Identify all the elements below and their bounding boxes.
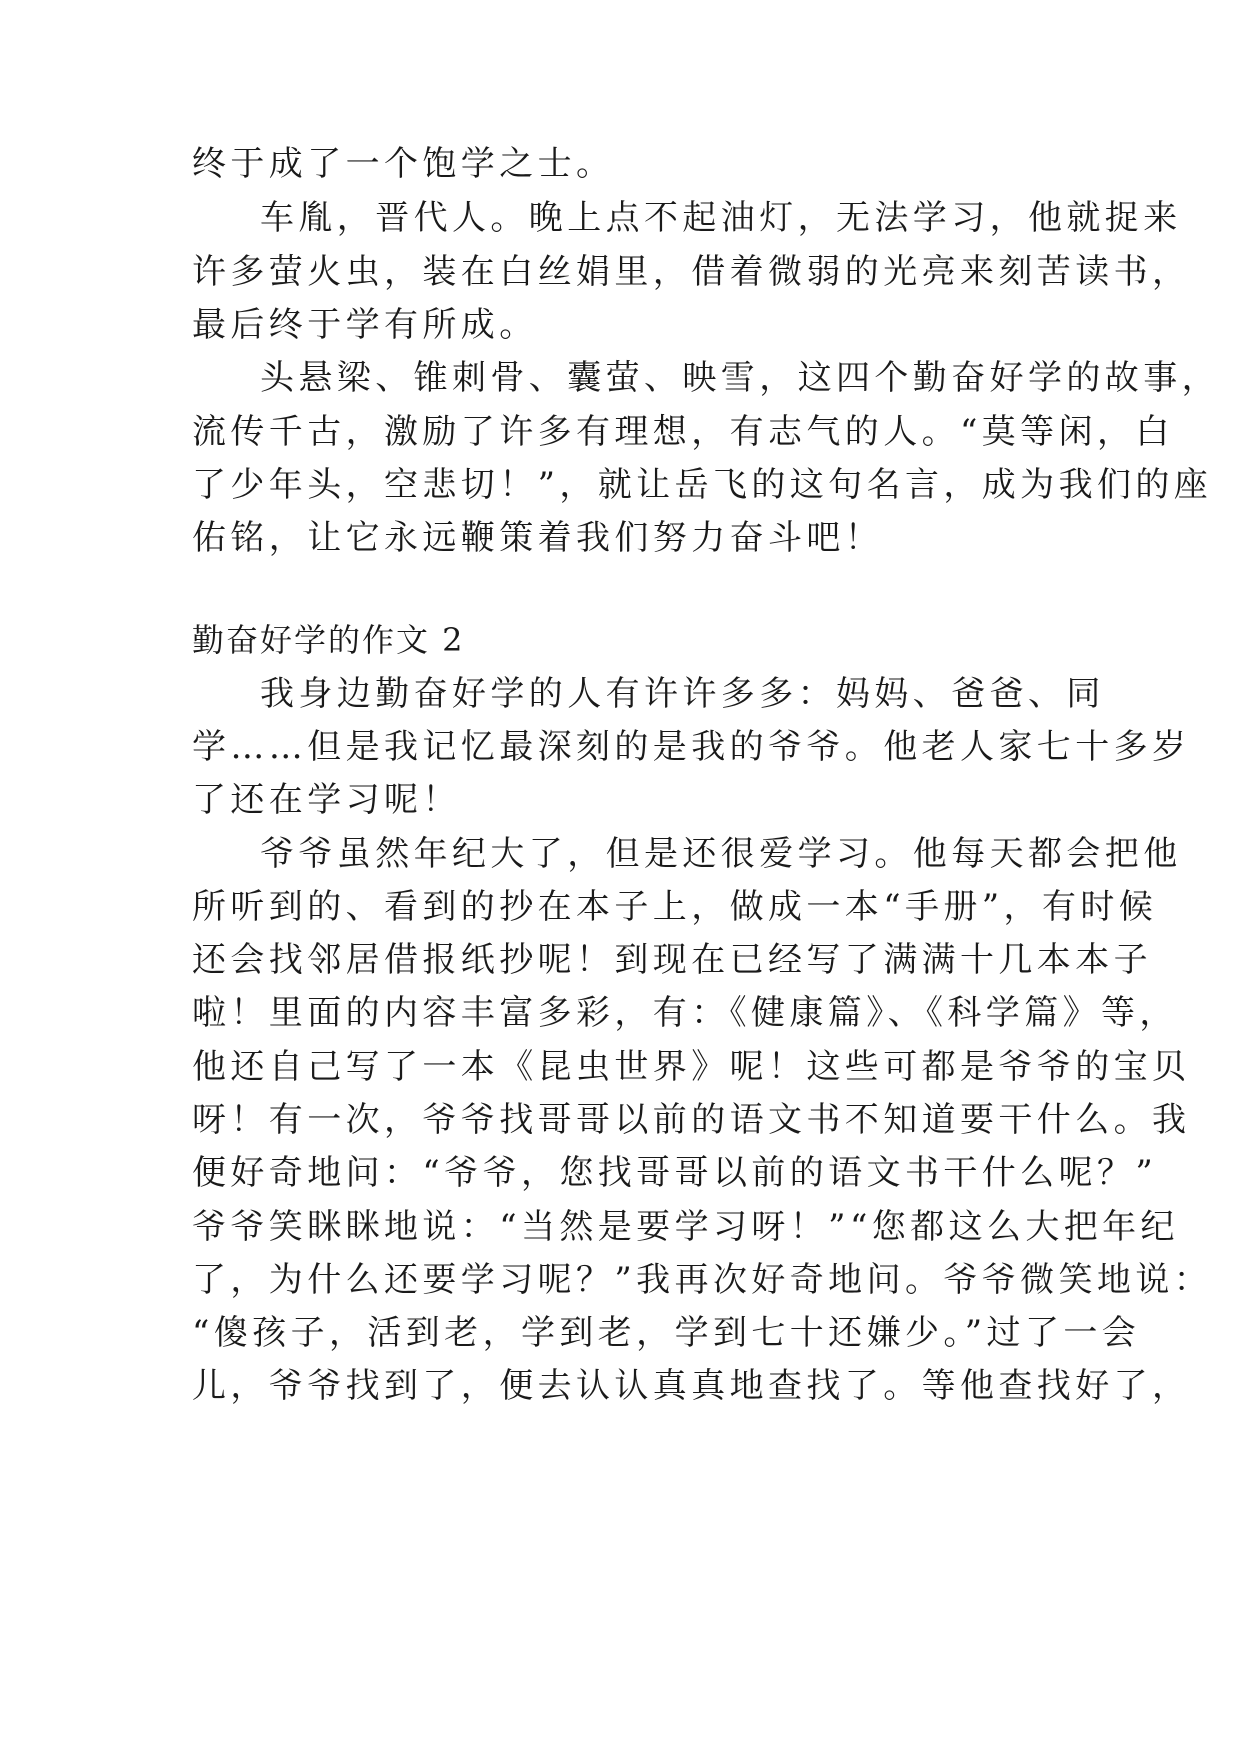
paragraph-line: 儿，爷爷找到了，便去认认真真地查找了。等他查找好了， bbox=[192, 1366, 1191, 1406]
paragraph-line: 他还自己写了一本《昆虫世界》呢！这些可都是爷爷的宝贝 bbox=[192, 1047, 1191, 1087]
paragraph-line: 啦！里面的内容丰富多彩，有：《健康篇》、《科学篇》等， bbox=[192, 993, 1178, 1033]
paragraph-line: 终于成了一个饱学之士。 bbox=[192, 144, 615, 184]
paragraph-line: 许多萤火虫，装在白丝娟里，借着微弱的光亮来刻苦读书， bbox=[192, 252, 1191, 292]
section-heading: 勤奋好学的作文 2 bbox=[192, 621, 465, 659]
paragraph-line: 我身边勤奋好学的人有许许多多：妈妈、爸爸、同 bbox=[260, 674, 1105, 714]
paragraph-line: 最后终于学有所成。 bbox=[192, 305, 538, 345]
paragraph-line: 了，为什么还要学习呢？”我再次好奇地问。爷爷微笑地说： bbox=[192, 1260, 1213, 1300]
paragraph-line: 所听到的、看到的抄在本子上，做成一本“手册”，有时候 bbox=[192, 887, 1158, 927]
paragraph-line: 车胤，晋代人。晚上点不起油灯，无法学习，他就捉来 bbox=[260, 198, 1182, 238]
paragraph-line: 佑铭，让它永远鞭策着我们努力奋斗吧！ bbox=[192, 518, 884, 558]
paragraph-line: 了还在学习呢！ bbox=[192, 780, 461, 820]
paragraph-line: 便好奇地问：“爷爷，您找哥哥以前的语文书干什么呢？” bbox=[192, 1153, 1158, 1193]
paragraph-line: 了少年头，空悲切！”，就让岳飞的这句名言，成为我们的座 bbox=[192, 465, 1213, 505]
paragraph-line: 爷爷虽然年纪大了，但是还很爱学习。他每天都会把他 bbox=[260, 834, 1182, 874]
paragraph-line: 爷爷笑眯眯地说：“当然是要学习呀！”“您都这么大把年纪 bbox=[192, 1207, 1179, 1247]
paragraph-line: 呀！有一次，爷爷找哥哥以前的语文书不知道要干什么。我 bbox=[192, 1100, 1191, 1140]
paragraph-line: 学……但是我记忆最深刻的是我的爷爷。他老人家七十多岁 bbox=[192, 727, 1191, 767]
paragraph-line: 头悬梁、锥刺骨、囊萤、映雪，这四个勤奋好学的故事， bbox=[260, 358, 1220, 398]
paragraph-line: 还会找邻居借报纸抄呢！到现在已经写了满满十几本本子 bbox=[192, 940, 1152, 980]
paragraph-line: 流传千古，激励了许多有理想，有志气的人。“莫等闲，白 bbox=[192, 412, 1174, 452]
paragraph-line: “傻孩子，活到老，学到老，学到七十还嫌少。”过了一会 bbox=[192, 1313, 1141, 1353]
